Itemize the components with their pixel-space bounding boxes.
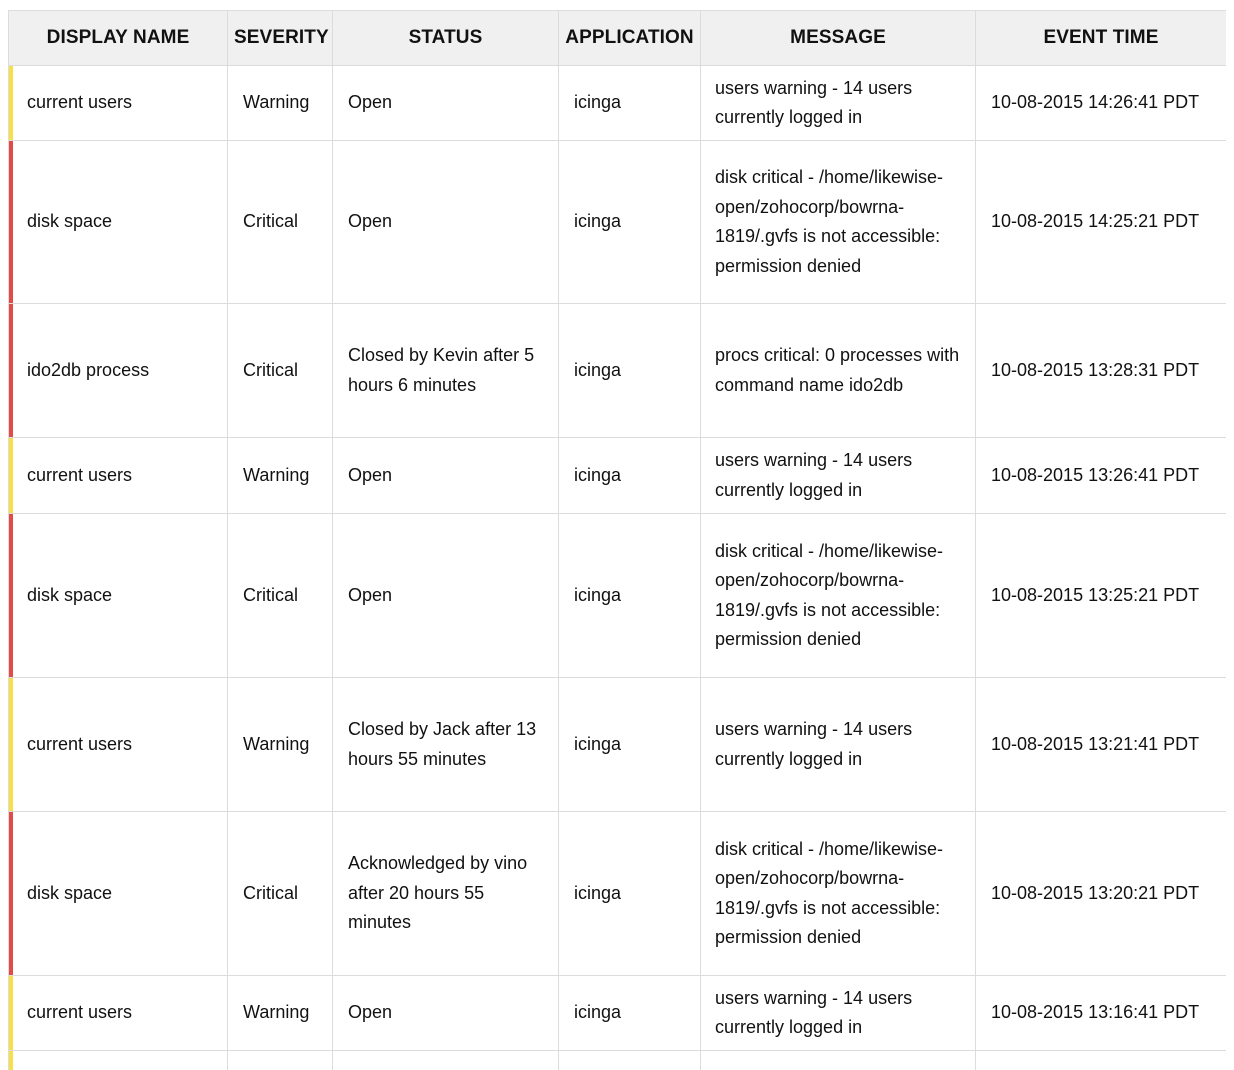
severity-cell: [228, 976, 333, 1051]
event-time-text: 10-08-2015 14:25:21 PDT: [991, 211, 1199, 231]
message-text: disk critical - /home/likewise-open/zohocorp/bowrna-1819/.gvfs is not accessible: permission denied: [715, 167, 943, 276]
severity-cell: [228, 678, 333, 812]
status-cell: [333, 678, 559, 812]
status-text: Open: [348, 585, 392, 605]
severity-cell: [228, 141, 333, 304]
application-cell: [559, 141, 701, 304]
message-cell: [701, 66, 976, 141]
event-time-cell: [976, 1051, 1227, 1070]
message-text: procs critical: 0 processes with command name ido2db: [715, 345, 959, 395]
display-name-cell[interactable]: [9, 1051, 228, 1070]
column-header-display-name[interactable]: DISPLAY NAME: [9, 11, 228, 66]
severity-cell: [228, 1051, 333, 1070]
application-text: icinga: [574, 211, 621, 231]
event-time-cell: [976, 514, 1227, 678]
application-text: icinga: [574, 585, 621, 605]
severity-cell: [228, 514, 333, 678]
status-text: Closed by Jack after 13 hours 55 minutes: [348, 719, 536, 769]
alarms-table: [8, 10, 1226, 1070]
message-text: users warning - 14 users currently logged in: [715, 988, 912, 1038]
message-cell: [701, 438, 976, 514]
display-name-text: current users: [27, 92, 132, 112]
display-name-text: disk space: [27, 585, 112, 605]
table-row[interactable]: [9, 976, 1227, 1051]
status-cell: [333, 1051, 559, 1070]
event-time-text: 10-08-2015 13:25:21 PDT: [991, 585, 1199, 605]
status-cell: [333, 514, 559, 678]
table-row[interactable]: [9, 678, 1227, 812]
table-row[interactable]: [9, 66, 1227, 141]
message-cell: [701, 812, 976, 976]
event-time-text: 10-08-2015 14:26:41 PDT: [991, 92, 1199, 112]
application-text: icinga: [574, 1002, 621, 1022]
message-cell: [701, 976, 976, 1051]
table-row[interactable]: [9, 1051, 1227, 1070]
display-name-text: ido2db process: [27, 360, 149, 380]
display-name-text: current users: [27, 1002, 132, 1022]
display-name-cell[interactable]: [9, 976, 228, 1051]
status-cell: [333, 66, 559, 141]
message-cell: [701, 1051, 976, 1070]
application-cell: [559, 812, 701, 976]
display-name-text: disk space: [27, 883, 112, 903]
application-cell: [559, 976, 701, 1051]
severity-text: Critical: [243, 211, 298, 231]
severity-text: Critical: [243, 883, 298, 903]
severity-cell: [228, 66, 333, 141]
event-time-text: 10-08-2015 13:21:41 PDT: [991, 734, 1199, 754]
table-row[interactable]: [9, 304, 1227, 438]
display-name-text: current users: [27, 734, 132, 754]
event-time-cell: [976, 66, 1227, 141]
status-text: Open: [348, 1002, 392, 1022]
display-name-cell[interactable]: [9, 304, 228, 438]
display-name-cell[interactable]: [9, 514, 228, 678]
application-text: icinga: [574, 734, 621, 754]
application-cell: [559, 304, 701, 438]
severity-text: Warning: [243, 1002, 309, 1022]
event-time-text: 10-08-2015 13:26:41 PDT: [991, 465, 1199, 485]
status-cell: [333, 976, 559, 1051]
message-cell: [701, 304, 976, 438]
event-time-cell: [976, 812, 1227, 976]
severity-text: Critical: [243, 360, 298, 380]
application-cell: [559, 514, 701, 678]
event-time-text: 10-08-2015 13:16:41 PDT: [991, 1002, 1199, 1022]
event-time-text: 10-08-2015 13:20:21 PDT: [991, 883, 1199, 903]
display-name-cell[interactable]: [9, 66, 228, 141]
event-time-cell: [976, 304, 1227, 438]
severity-text: Critical: [243, 585, 298, 605]
display-name-cell[interactable]: [9, 438, 228, 514]
status-text: Open: [348, 211, 392, 231]
message-cell: [701, 514, 976, 678]
status-cell: [333, 812, 559, 976]
message-text: users warning - 14 users currently logged in: [715, 719, 912, 769]
column-header-severity[interactable]: SEVERITY: [228, 11, 333, 66]
severity-text: Warning: [243, 734, 309, 754]
table-row[interactable]: [9, 514, 1227, 678]
status-cell: [333, 438, 559, 514]
application-text: icinga: [574, 360, 621, 380]
message-cell: [701, 678, 976, 812]
severity-cell: [228, 438, 333, 514]
status-cell: [333, 141, 559, 304]
column-header-message[interactable]: MESSAGE: [701, 11, 976, 66]
application-cell: [559, 438, 701, 514]
display-name-cell[interactable]: [9, 141, 228, 304]
message-text: disk critical - /home/likewise-open/zohocorp/bowrna-1819/.gvfs is not accessible: permission denied: [715, 541, 943, 650]
display-name-cell[interactable]: [9, 678, 228, 812]
severity-cell: [228, 304, 333, 438]
column-header-application[interactable]: APPLICATION: [559, 11, 701, 66]
message-text: disk critical - /home/likewise-open/zohocorp/bowrna-1819/.gvfs is not accessible: permission denied: [715, 839, 943, 948]
column-header-event-time[interactable]: EVENT TIME: [976, 11, 1227, 66]
table-row[interactable]: [9, 438, 1227, 514]
status-text: Acknowledged by vino after 20 hours 55 minutes: [348, 853, 527, 932]
display-name-text: disk space: [27, 211, 112, 231]
message-cell: [701, 141, 976, 304]
display-name-text: current users: [27, 465, 132, 485]
alarms-table-container: [8, 10, 1226, 1070]
status-text: Open: [348, 92, 392, 112]
table-header-row: [9, 11, 1227, 66]
severity-cell: [228, 812, 333, 976]
display-name-cell[interactable]: [9, 812, 228, 976]
event-time-cell: [976, 976, 1227, 1051]
status-text: Open: [348, 465, 392, 485]
status-cell: [333, 304, 559, 438]
event-time-text: 10-08-2015 13:28:31 PDT: [991, 360, 1199, 380]
event-time-cell: [976, 438, 1227, 514]
event-time-cell: [976, 678, 1227, 812]
application-text: icinga: [574, 92, 621, 112]
severity-text: Warning: [243, 465, 309, 485]
table-row[interactable]: [9, 812, 1227, 976]
table-row[interactable]: [9, 141, 1227, 304]
status-text: Closed by Kevin after 5 hours 6 minutes: [348, 345, 534, 395]
application-text: icinga: [574, 883, 621, 903]
severity-text: Warning: [243, 92, 309, 112]
application-cell: [559, 678, 701, 812]
application-cell: [559, 66, 701, 141]
event-time-cell: [976, 141, 1227, 304]
column-header-status[interactable]: STATUS: [333, 11, 559, 66]
application-cell: [559, 1051, 701, 1070]
application-text: icinga: [574, 465, 621, 485]
message-text: users warning - 14 users currently logged in: [715, 78, 912, 128]
message-text: users warning - 14 users currently logged in: [715, 450, 912, 500]
